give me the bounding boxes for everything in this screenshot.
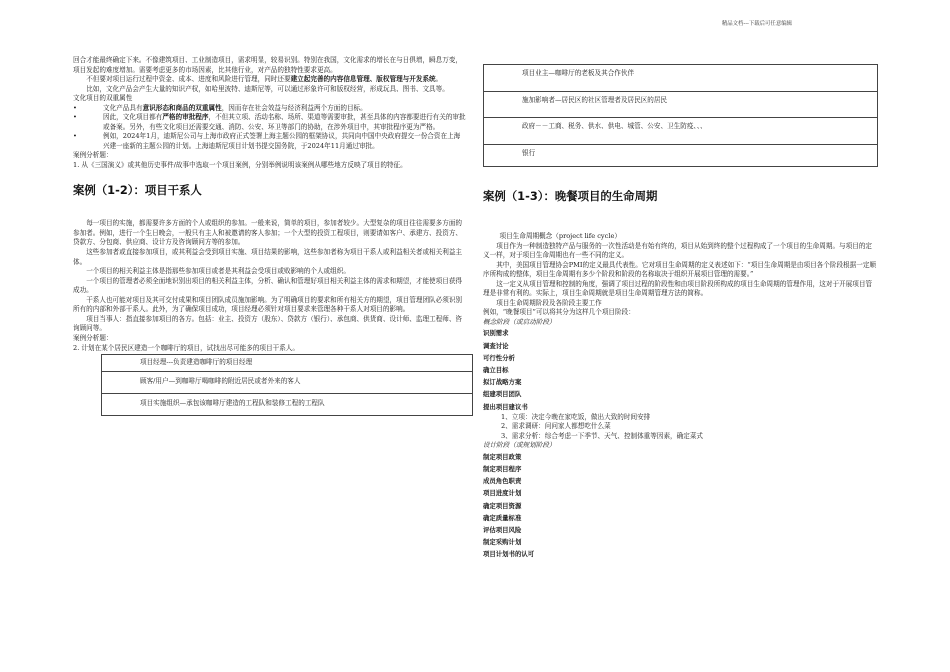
stakeholder-table xyxy=(101,354,473,416)
list-item: 项目进度计划 xyxy=(483,489,522,498)
bullet-item: • 文化产品具有意识形态和商品的双重属性，因而存在社会效益与经济利益两个方面的目标。 xyxy=(73,104,466,114)
left-column xyxy=(73,56,466,416)
phase1-list xyxy=(483,327,878,412)
table-row: 银行 xyxy=(484,144,877,167)
list-item: 制定项目程序 xyxy=(483,465,522,474)
paragraph: 文化项目的双重属性 xyxy=(73,94,133,103)
list-item: 确定质量标准 xyxy=(483,513,522,522)
list-item: 2、需求调研：问问家人都想吃什么菜 xyxy=(501,422,611,431)
phase-title: 设计阶段（或规划阶段） xyxy=(483,441,556,450)
paragraph: 一个项目的管理者必须全面地识别出项目的相关利益主体，分析、确认和管理好项目相关利益主体的需求和期望，才能使项目获得成功。 xyxy=(73,276,463,295)
list-item: 识别需求 xyxy=(483,329,509,338)
bullet-item: • 因此，文化项目都有严格的审批程序，不但其立项、活动名称、场所、渠道等需要审批，甚至具体的内容都要进行有关的审批或备案。另外，有些文化项目还需要交通、消防、公安、环卫等部门的协助，在涉外项目中，其审批程序更为严格。 xyxy=(73,113,466,132)
table-row: 项目经理---负责建造咖啡厅的项目经理 xyxy=(140,358,253,367)
paragraph: 回合才能最终确定下来。不像建筑项目、工业制造项目，需求明显，较易识别。特别在我国，文化需求的增长在与日俱增，瞬息万变，项目发起的难度增加。需要考虑更多的市场因素，比其他行业，对产品的独特性要求更高。 xyxy=(73,56,463,74)
list-item: 1、立项：决定今晚在家吃饭，做出大致的时间安排 xyxy=(501,412,651,421)
paragraph: 比如，文化产品会产生大量的知识产权，如哈里波特、迪斯尼等，可以通过形象许可和版权经营，形成玩具、图书、文具等。 xyxy=(86,84,449,93)
table-row: 项目实施组织—承包该咖啡厅建造的工程队和装修工程的工程队 xyxy=(102,393,472,415)
list-item: 制定项目政策 xyxy=(483,452,522,461)
list-item: 确定项目资源 xyxy=(483,501,522,510)
list-item: 拟订战略方案 xyxy=(483,378,522,387)
paragraph: 项目生命周期概念（project life cycle） xyxy=(499,232,621,241)
list-item: 制定采购计划 xyxy=(483,538,522,547)
section-heading: 案例（1-3）：晚餐项目的生命周期 xyxy=(483,189,658,204)
case-label: 案例分析题： xyxy=(73,151,113,160)
list-item: 成员角色职责 xyxy=(483,477,522,486)
table-row: 政府－－工商、税务、供水、供电、城管、公安、卫生防疫、、、 xyxy=(484,117,877,144)
paragraph: 不但要对项目运行过程中资金、成本、进度和风险进行管理，同时还要建立起完善的内容信息管理、版权管理与开发系统。 xyxy=(86,75,443,84)
paragraph: 其中，美国项目管理协会PMI的定义最具代表性。它对项目生命周期的定义表述如下：“项目生命周期是由项目各个阶段根据一定顺序所构成的整体，项目生命周期有多少个阶段和阶段的名称取决于组织开展项目管理的需要。” xyxy=(483,260,877,279)
list-item: 可行性分析 xyxy=(483,353,515,362)
stakeholder-table-continued xyxy=(483,64,878,167)
case-label: 案例分析题： xyxy=(73,333,113,342)
phase1-steps xyxy=(483,413,878,442)
paragraph: 这些参加者或直接参加项目，或其利益会受到项目实施、项目结果的影响，这些参加者称为项目干系人或利益相关者或相关利益主体。 xyxy=(73,248,463,266)
table-row: 项目业主—咖啡厅的老板及其合作伙伴 xyxy=(522,69,635,77)
paragraph: 一个项目的相关利益主体是指那些参加项目或者是其利益会受项目或败影响的个人或组织。 xyxy=(86,267,350,276)
question: 1. 从《三国演义》或其他历史事件/故事中选取一个项目案例，分别举例说明该案例从哪些地方反映了项目的特征。 xyxy=(73,161,407,170)
table-row: 施加影响者—居民区的社区管理者及居民区的居民 xyxy=(484,91,877,118)
section-heading: 案例（1-2）：项目干系人 xyxy=(73,182,202,197)
list-item: 3、需求分析：综合考虑一下季节、天气、控制体重等因素，确定菜式 xyxy=(501,431,704,440)
question: 2. 计划在某个居民区建造一个咖啡厅的项目，试找出尽可能多的项目干系人。 xyxy=(73,343,299,352)
bullet-item: • 例如，2024年1月，迪斯尼公司与上海市政府正式签署上海主题公园的框架协议，共同向中国中央政府提交一份合资在上海兴建一座新的主题公园的计划。上海迪斯尼项目计划书提交国务院，于2024年11月通过审批。 xyxy=(73,132,466,151)
paragraph: 这一定义从项目管理和控制的角度，强调了项目过程的阶段性和由项目阶段所构成的项目生命周期的管理作用，这对于开展项目管理是非常有利的。实际上，项目生命周期就是项目生命周期管理方法的简称。 xyxy=(483,279,873,298)
list-item: 评估项目风险 xyxy=(483,525,522,534)
paragraph: 例如，“晚餐项目”可以将其分为这样几个项目阶段： xyxy=(483,308,635,317)
list-item: 提出项目建议书 xyxy=(483,402,528,411)
paragraph: 项目生命周期阶段及各阶段主要工作 xyxy=(496,298,602,307)
table-row: 顾客/用户—到咖啡厅喝咖啡的附近居民或者外来的客人 xyxy=(102,371,472,393)
list-item: 组建项目团队 xyxy=(483,390,522,399)
list-item: 调查讨论 xyxy=(483,341,509,350)
list-item: 确立目标 xyxy=(483,366,509,374)
phase2-list xyxy=(483,451,878,561)
paragraph: 每一项目的实施，都需要许多方面的个人或组织的参加。一般来说，简单的项目，参加者较少。大型复杂的项目往往需要多方面的参加者。例如，进行一个生日晚会，一般只有主人和被邀请的客人参加；一个大型的投资工程项目，则要请如客户、承建方、投资方、贷款方、分包商、供应商、设计方及咨询顾问方等的参加。 xyxy=(73,219,463,247)
list-item: 项目计划书的认可 xyxy=(483,550,535,559)
right-column xyxy=(483,64,878,560)
paragraph: 项目作为一种制造独特产品与服务的一次性活动是有始有终的，项目从始到终的整个过程构成了一个项目的生命周期。与项目的定义一样，对于项目生命周期也有一些不同的定义。 xyxy=(483,241,873,260)
page-header-note: 精品文档---下载后可任意编辑 xyxy=(721,21,792,27)
paragraph: 项目当事人：指直接参加项目的各方。包括：业主、投资方（股东）、贷款方（银行）、承包商、供货商、设计师、监理工程师、咨询顾问等。 xyxy=(73,314,463,333)
phase-title: 概念阶段（或启动阶段） xyxy=(483,317,556,326)
paragraph: 干系人也可能对项目及其可交付成果和项目团队成员施加影响。为了明确项目的要求和所有相关方的期望，项目管理团队必须识别所有的内部和外部干系人。此外，为了确保项目成功，项目经理必须针对项目要求来管理各种干系人对项目的影响。 xyxy=(73,295,463,314)
